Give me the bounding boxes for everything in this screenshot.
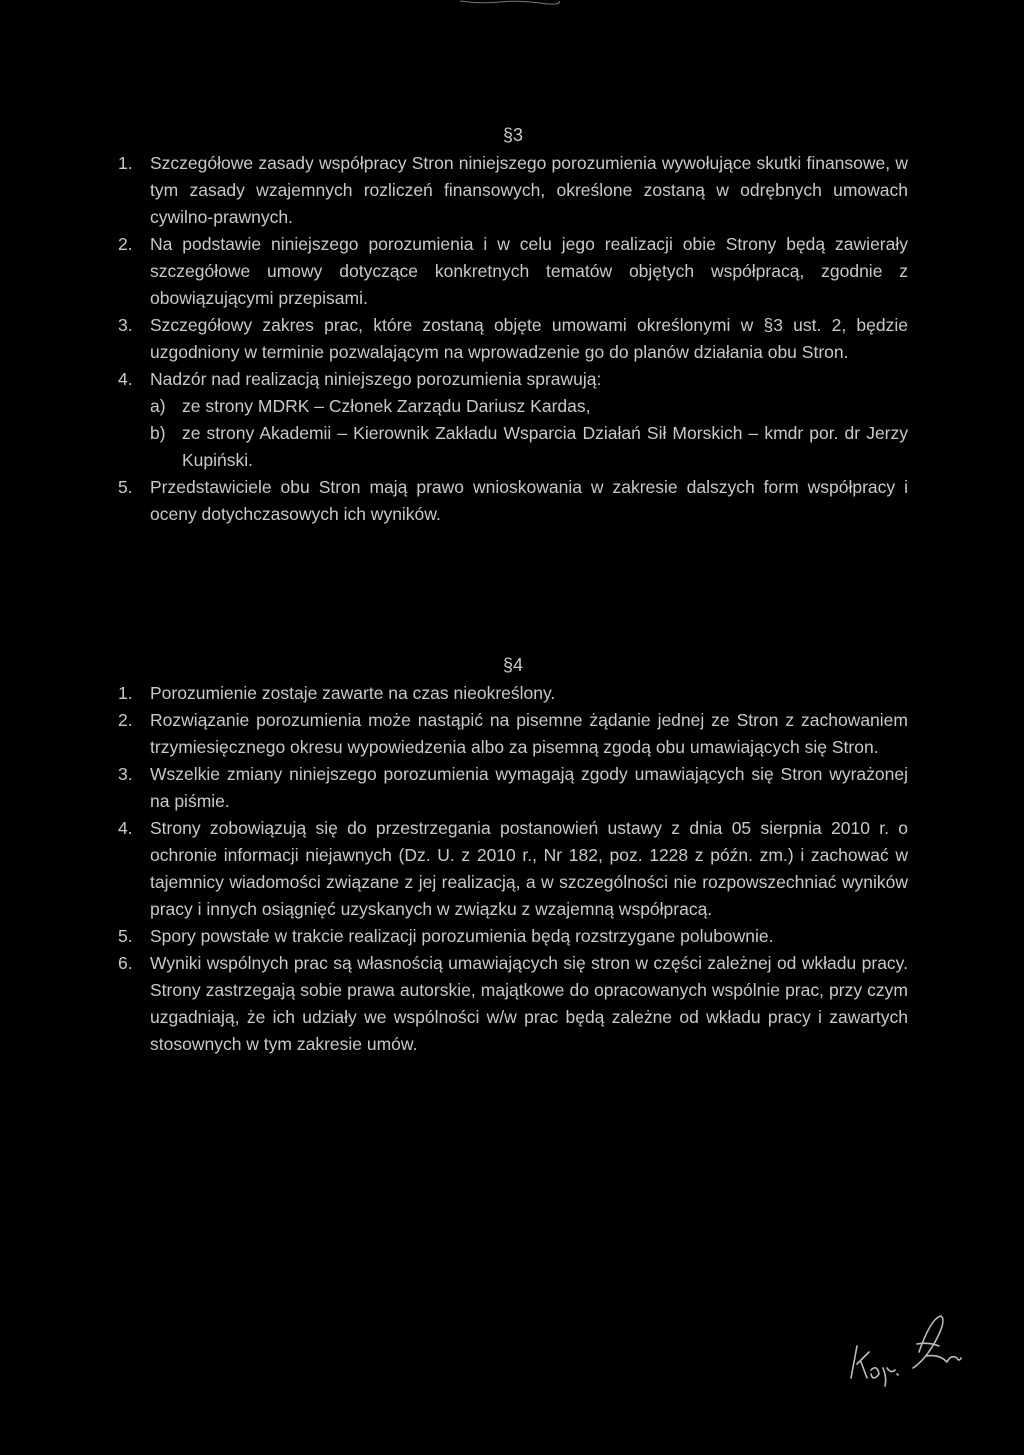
item-text: Przedstawiciele obu Stron mają prawo wnioskowania w zakresie dalszych form współpracy i oceny dotychczasowych ich wyników. bbox=[150, 477, 908, 524]
item-number: 1. bbox=[118, 683, 133, 703]
item-text: Rozwiązanie porozumienia może nastąpić na pisemne żądanie jednej ze Stron z zachowaniem trzymiesięcznego okresu wypowiedzenia albo za pisemną zgodą obu umawiających się Stron. bbox=[150, 710, 908, 757]
section-3-title: §3 bbox=[502, 125, 524, 145]
section-3-item-1 bbox=[118, 150, 908, 231]
section-4-item-6 bbox=[118, 950, 908, 1058]
item-number: 3. bbox=[118, 764, 133, 784]
item-number: 6. bbox=[118, 953, 133, 973]
section-4-item-5 bbox=[118, 923, 908, 950]
item-text: Wyniki wspólnych prac są własnością umawiających się stron w części zależnej od wkładu pracy. Strony zastrzegają sobie prawa autorskie, majątkowe do opracowanych wspólnie prac, przy czym uzgadniają, że ich udziały we wspólności w/w prac będą zależne od wkładu pracy i zawartych stosownych w tym zakresie umów. bbox=[150, 953, 908, 1054]
item-text: Nadzór nad realizacją niniejszego porozumienia sprawują: bbox=[150, 369, 602, 389]
item-text: Szczegółowe zasady współpracy Stron niniejszego porozumienia wywołujące skutki finansowe, w tym zasady wzajemnych rozliczeń finansowych, określone zostaną w odrębnych umowach cywilno-prawnych. bbox=[150, 153, 908, 227]
subitem-text: ze strony MDRK – Członek Zarządu Dariusz Kardas, bbox=[182, 396, 591, 416]
item-number: 5. bbox=[118, 477, 133, 497]
item-number: 1. bbox=[118, 153, 133, 173]
item-text: Szczegółowy zakres prac, które zostaną objęte umowami określonymi w §3 ust. 2, będzie uzgodniony w terminie pozwalającym na wprowadzenie go do planów działania obu Stron. bbox=[150, 315, 908, 362]
handwritten-signature bbox=[843, 1308, 963, 1388]
item-text: Spory powstałe w trakcie realizacji porozumienia będą rozstrzygane polubownie. bbox=[150, 926, 774, 946]
section-4-title: §4 bbox=[502, 655, 524, 675]
item-number: 4. bbox=[118, 818, 133, 838]
item-number: 3. bbox=[118, 315, 133, 335]
section-4 bbox=[118, 650, 908, 1058]
section-3-subitem-a bbox=[118, 393, 908, 420]
item-text: Porozumienie zostaje zawarte na czas nieokreślony. bbox=[150, 683, 556, 703]
subitem-letter: b) bbox=[150, 423, 166, 443]
item-text: Wszelkie zmiany niniejszego porozumienia wymagają zgody umawiających się Stron wyrażonej na piśmie. bbox=[150, 764, 908, 811]
section-4-item-1 bbox=[118, 680, 908, 707]
section-4-item-2 bbox=[118, 707, 908, 761]
item-number: 4. bbox=[118, 369, 133, 389]
section-4-item-3 bbox=[118, 761, 908, 815]
section-3-item-3 bbox=[118, 312, 908, 366]
section-3-item-4 bbox=[118, 366, 908, 393]
item-number: 5. bbox=[118, 926, 133, 946]
item-number: 2. bbox=[118, 710, 133, 730]
item-text: Strony zobowiązują się do przestrzegania postanowień ustawy z dnia 05 sierpnia 2010 r. o ochronie informacji niejawnych (Dz. U. z 2010 r., Nr 182, poz. 1228 z późn. zm.) i zachować w tajemnicy wiadomości związane z jej realizacją, a w szczególności nie rozpowszechniać wyników pracy i innych osiągnięć uzyskanych w związku z wzajemną współpracą. bbox=[150, 818, 908, 919]
item-number: 2. bbox=[118, 234, 133, 254]
section-3-subitem-b bbox=[118, 420, 908, 474]
section-4-item-4 bbox=[118, 815, 908, 923]
section-3 bbox=[118, 120, 908, 528]
scan-noise-mark bbox=[460, 0, 560, 6]
section-3-item-2 bbox=[118, 231, 908, 312]
subitem-letter: a) bbox=[150, 396, 166, 416]
subitem-text: ze strony Akademii – Kierownik Zakładu Wsparcia Działań Sił Morskich – kmdr por. dr Jerzy Kupiński. bbox=[182, 423, 908, 470]
section-3-item-5 bbox=[118, 474, 908, 528]
item-text: Na podstawie niniejszego porozumienia i w celu jego realizacji obie Strony będą zawierały szczegółowe umowy dotyczące konkretnych tematów objętych współpracą, zgodnie z obowiązującymi przepisami. bbox=[150, 234, 908, 308]
